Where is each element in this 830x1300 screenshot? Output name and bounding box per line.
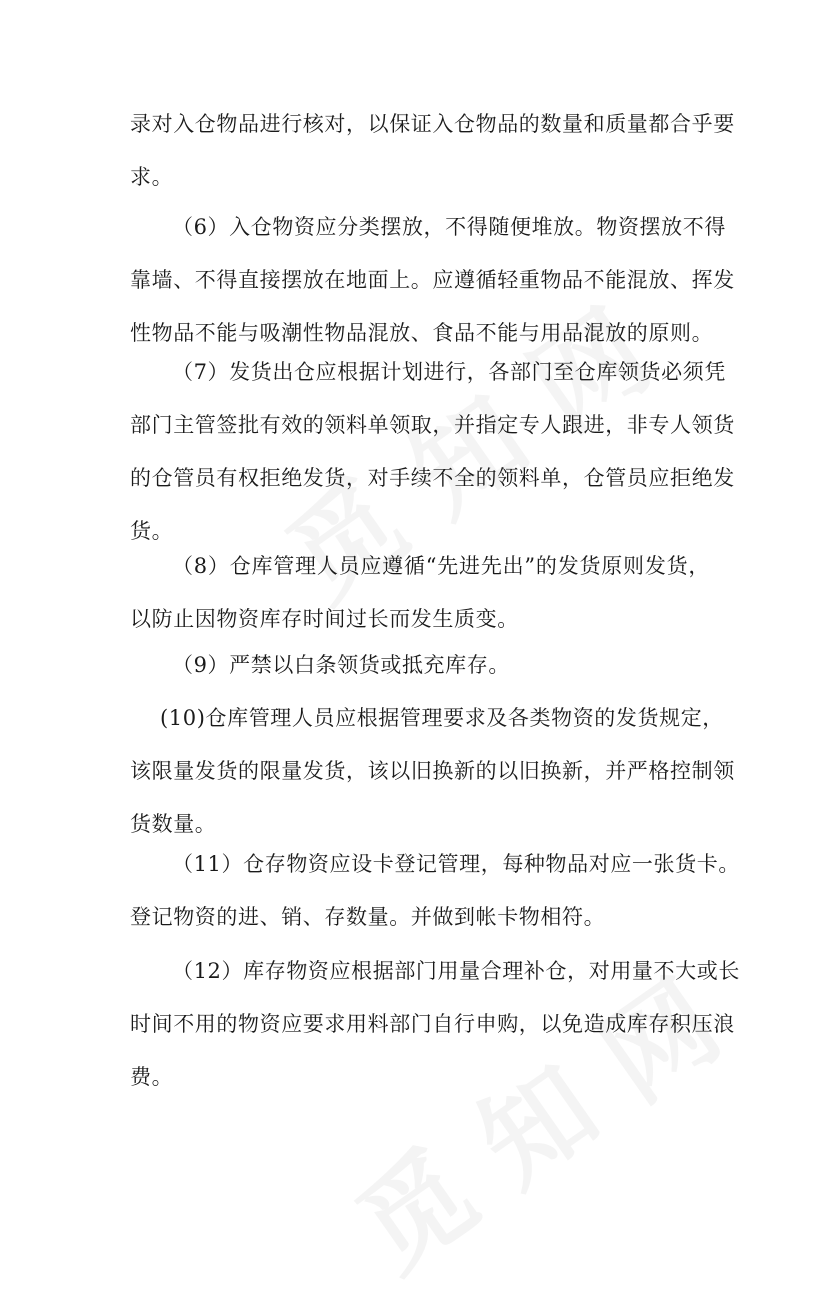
text-line: （6）入仓物资应分类摆放，不得随便堆放。物资摆放不得: [172, 215, 726, 239]
paragraph: [130, 945, 740, 1104]
text-line: 求。: [130, 165, 174, 189]
text-line: 靠墙、不得直接摆放在地面上。应遵循轻重物品不能混放、挥发: [130, 268, 735, 292]
text-line: 货数量。: [130, 812, 217, 836]
text-line: 性物品不能与吸潮性物品混放、食品不能与用品混放的原则。: [130, 321, 714, 345]
text-line: （9）严禁以白条领货或抵充库存。: [172, 653, 510, 677]
text-line: 以防止因物资库存时间过长而发生质变。: [130, 607, 519, 631]
text-line: (10)仓库管理人员应根据管理要求及各类物资的发货规定，: [160, 706, 724, 730]
text-line: 的仓管员有权拒绝发货，对手续不全的领料单，仓管员应拒绝发: [130, 466, 735, 490]
text-line: 时间不用的物资应要求用料部门自行申购，以免造成库存积压浪: [130, 1012, 735, 1036]
text-line: （11）仓存物资应设卡登记管理，每种物品对应一张货卡。: [172, 852, 740, 876]
text-line: 登记物资的进、销、存数量。并做到帐卡物相符。: [130, 905, 606, 929]
paragraph: [130, 540, 710, 646]
paragraph: [130, 692, 735, 851]
paragraph: [130, 98, 735, 204]
text-line: （8）仓库管理人员应遵循“先进先出”的发货原则发货，: [172, 554, 710, 578]
text-line: 部门主管签批有效的领料单领取，并指定专人跟进，非专人领货: [130, 413, 735, 437]
paragraph: [130, 639, 710, 692]
paragraph: [130, 201, 735, 360]
paragraph: [130, 838, 740, 944]
text-line: 货。: [130, 519, 174, 543]
text-line: （12）库存物资应根据部门用量合理补仓，对用量不大或长: [172, 959, 740, 983]
text-line: 该限量发货的限量发货，该以旧换新的以旧换新，并严格控制领: [130, 759, 735, 783]
text-line: 录对入仓物品进行核对，以保证入仓物品的数量和质量都合乎要: [130, 112, 735, 136]
text-line: （7）发货出仓应根据计划进行，各部门至仓库领货必须凭: [172, 360, 726, 384]
text-line: 费。: [130, 1065, 174, 1089]
paragraph: [130, 346, 735, 558]
